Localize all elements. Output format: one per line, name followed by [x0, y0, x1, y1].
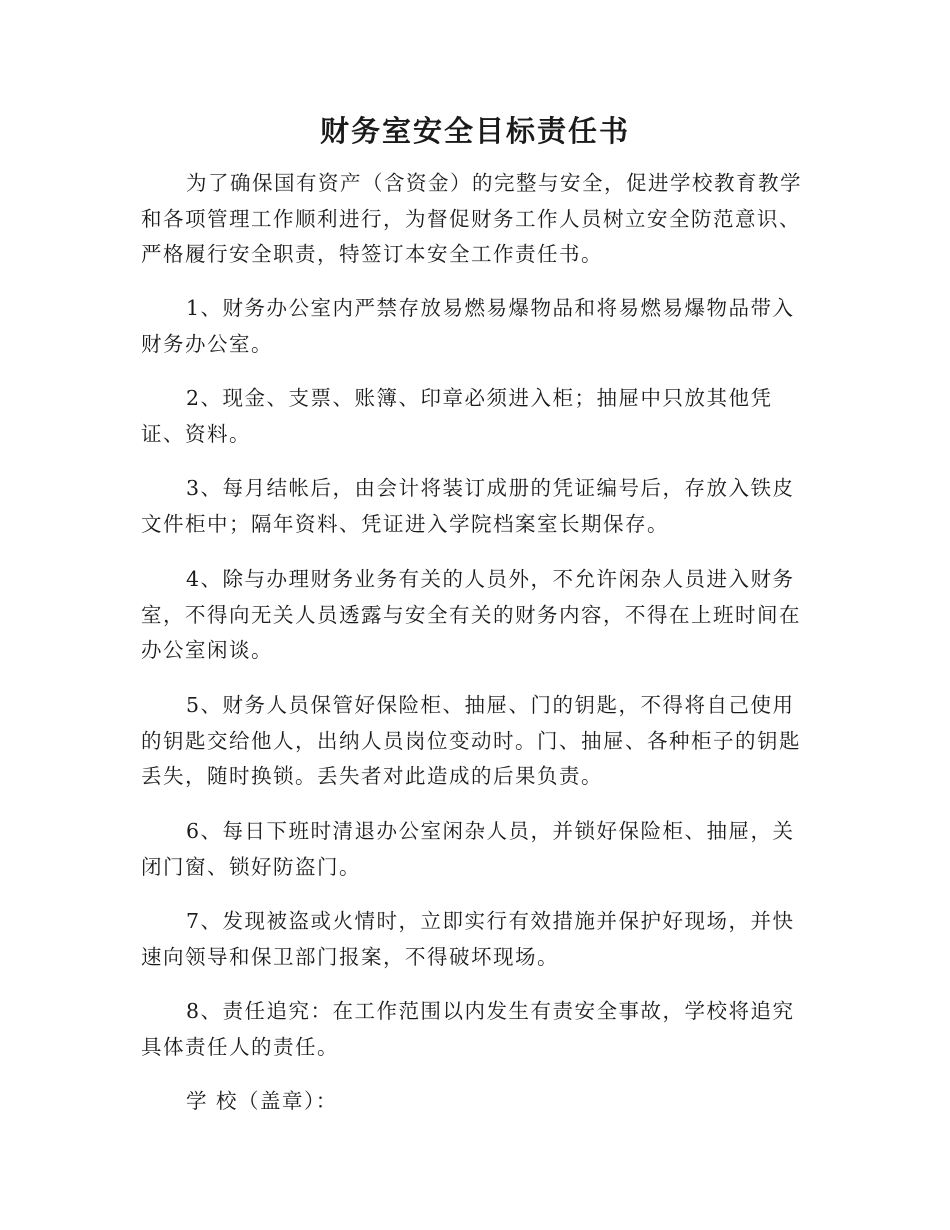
clause-7: 7、发现被盗或火情时，立即实行有效措施并保护好现场，并快速向领导和保卫部门报案，不得破坏现场。: [141, 909, 795, 969]
intro-paragraph: 为了确保国有资产（含资金）的完整与安全，促进学校教育教学和各项管理工作顺利进行，为督促财务工作人员树立安全防范意识、严格履行安全职责，特签订本安全工作责任书。: [141, 171, 802, 266]
signature-label: 学 校（盖章）：: [186, 1089, 338, 1113]
clause-6: 6、每日下班时清退办公室闲杂人员，并锁好保险柜、抽屉，关闭门窗、锁好防盗门。: [141, 819, 795, 879]
clause-8: 8、责任追究：在工作范围以内发生有责安全事故，学校将追究具体责任人的责任。: [141, 999, 795, 1059]
clause-2: 2、现金、支票、账簿、印章必须进入柜；抽屉中只放其他凭证、资料。: [141, 386, 773, 446]
clause-3: 3、每月结帐后，由会计将装订成册的凭证编号后，存放入铁皮文件柜中；隔年资料、凭证进入学院档案室长期保存。: [141, 476, 795, 536]
document-title: 财务室安全目标责任书: [319, 114, 630, 148]
clause-5: 5、财务人员保管好保险柜、抽屉、门的钥匙，不得将自己使用的钥匙交给他人，出纳人员岗位变动时。门、抽屉、各种柜子的钥匙丢失，随时换锁。丢失者对此造成的后果负责。: [141, 693, 801, 788]
clause-4: 4、除与办理财务业务有关的人员外，不允许闲杂人员进入财务室，不得向无关人员透露与安全有关的财务内容，不得在上班时间在办公室闲谈。: [141, 567, 801, 662]
clause-1: 1、财务办公室内严禁存放易燃易爆物品和将易燃易爆物品带入财务办公室。: [141, 296, 795, 356]
